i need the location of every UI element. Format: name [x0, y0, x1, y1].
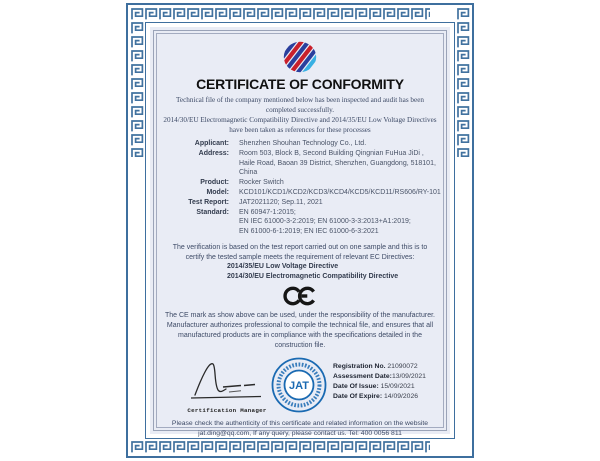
issue-date-row	[333, 382, 426, 392]
certificate	[126, 3, 474, 458]
field-label: Applicant:	[194, 140, 229, 147]
field-value: EN 61000-6-1:2019; EN IEC 61000-6-3:2021	[239, 228, 379, 236]
manufacturer-note-line: The CE mark as show above can be used, under the responsibility of the manufacturer.	[164, 312, 436, 320]
field-row-address	[150, 149, 450, 159]
field-row-applicant	[150, 139, 450, 149]
registration-block	[333, 362, 426, 402]
footer-note	[150, 419, 450, 440]
field-label: Address:	[198, 149, 229, 157]
field-value: EN IEC 61000-3-2:2019; EN 61000-3-3:2013+A1:2019;	[239, 218, 411, 226]
footer-line: Please check the authenticity of this certificate and related information on the website	[171, 419, 429, 427]
field-label: Test Report:	[188, 198, 229, 206]
field-value: Rocker Switch	[239, 179, 284, 187]
manufacturer-note	[150, 311, 450, 350]
signature-title: Certification Manager	[187, 406, 267, 414]
field-value: KCD101/KCD1/KCD2/KCD3/KCD4/KCD5/KCD11/RS606/RY-101	[239, 188, 441, 196]
field-value: Haile Road, Baoan 39 District, Shenzhen, Guangdong, 518101, China	[239, 159, 436, 177]
certificate-title: CERTIFICATE OF CONFORMITY	[196, 76, 404, 92]
directive-low-voltage: 2014/35/EU Low Voltage Directive	[227, 263, 339, 271]
field-row-standard-cont	[150, 227, 450, 237]
field-row-model	[150, 188, 450, 198]
expire-date-row	[333, 392, 426, 402]
striped-globe-logo-icon	[283, 41, 317, 73]
field-row-standard-cont	[150, 217, 450, 227]
field-label: Product:	[200, 179, 229, 187]
fields-table	[150, 139, 450, 237]
field-label: Model:	[206, 188, 229, 196]
signature-block	[184, 357, 270, 414]
verification-line: certify the tested sample meets the requirement of relevant EC Directives:	[185, 253, 415, 261]
registration-label: Registration No.	[333, 362, 388, 370]
jat-certification-stamp-icon	[270, 356, 328, 414]
registration-label: Assessment Date:	[333, 372, 392, 380]
field-row-test-report	[150, 198, 450, 208]
registration-value: 15/09/2021	[380, 382, 415, 390]
greek-key-border-top-icon	[130, 7, 430, 21]
field-row-product	[150, 178, 450, 188]
intro-line: 2014/30/EU Electromagnetic Compatibility Directive and 2014/35/EU Low Voltage Directives	[163, 116, 437, 124]
intro-paragraph	[150, 95, 450, 135]
manufacturer-note-line: construction file.	[274, 341, 326, 349]
registration-number-row	[333, 362, 426, 372]
stamp-label: JAT	[289, 379, 309, 392]
field-row-address-cont	[150, 159, 450, 179]
handwritten-signature-icon	[187, 357, 267, 401]
registration-value: 14/09/2026	[384, 392, 419, 400]
manufacturer-note-line: manufactured products are in compliance with the specifications detailed in the	[178, 331, 422, 339]
directive-emc: 2014/30/EU Electromagnetic Compatibility Directive	[227, 272, 399, 280]
verification-line: The verification is based on the test report carried out on one sample and this is to	[172, 243, 428, 251]
greek-key-border-right-icon	[456, 7, 470, 157]
intro-line: completed successfully.	[265, 106, 335, 114]
greek-key-border-left-icon	[130, 7, 144, 157]
manufacturer-note-line: Manufacturer authorizes professional to compile the technical file, and ensures that all	[166, 322, 434, 330]
registration-value: 21090072	[387, 362, 418, 370]
certificate-panel	[150, 27, 450, 438]
intro-line: Technical file of the company mentioned below has been inspected and audit has been	[176, 96, 424, 104]
field-label: Standard:	[196, 208, 229, 216]
greek-key-border-bottom-icon	[130, 440, 430, 454]
footer-line: jat.ding@qq.com, If any query, please contact us. Tel: 400 0056 811	[198, 430, 402, 438]
field-value: Shenzhen Shouhan Technology Co., Ltd.	[239, 140, 367, 147]
field-value: Room 503, Block B, Second Building Qingnian FuHua JiDi ,	[239, 149, 424, 157]
signature-stamp-row	[150, 356, 450, 416]
registration-label: Date Of Expire:	[333, 392, 384, 400]
verification-paragraph	[150, 243, 450, 262]
intro-line: have been taken as references for these processes	[229, 126, 371, 134]
field-value: JAT2021120; Sep.11, 2021	[239, 198, 323, 206]
assessment-date-row	[333, 372, 426, 382]
registration-label: Date Of Issue:	[333, 382, 381, 390]
field-row-standard	[150, 208, 450, 218]
ce-mark-icon	[283, 285, 317, 307]
certificate-content	[150, 27, 450, 438]
field-value: EN 60947-1:2015;	[239, 208, 296, 216]
registration-value: 13/09/2021	[391, 372, 426, 380]
